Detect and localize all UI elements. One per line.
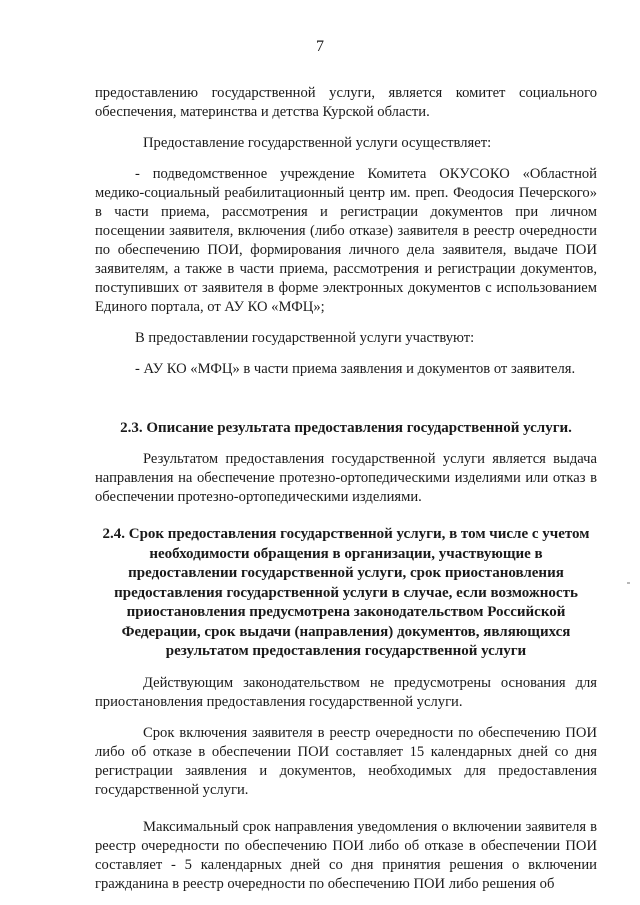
- paragraph-no-suspension: Действующим законодательством не предусмотрены основания для приостановления предоставления государственной услуги.: [95, 674, 597, 710]
- section-heading-2-3: 2.3. Описание результата предоставления государственной услуги.: [120, 420, 572, 436]
- paragraph-service-result: Результатом предоставления государственной услуги является выдача направления на обеспечение протезно-ортопедическими изделиями или отказ в обеспечении протезно-ортопедическими изделиями.: [95, 451, 597, 505]
- section-heading-2-4: 2.4. Срок предоставления государственной услуги, в том числе с учетом необходимости обращения в организации, участвующие в предоставлении государственной услуги, срок приостановления предоставления государственной услуги в случае, если возможность приостановления предусмотрена законодательством Российской Федерации, срок выдачи (направления) документов, являющихся результатом предоставления государственной услуги: [102, 526, 590, 659]
- paragraph-provider-institution: - подведомственное учреждение Комитета ОКУСОКО «Областной медико-социальный реабилитационный центр им. преп. Феодосия Печерского» в части приема, рассмотрения и регистрации документов при личном посещении заявителя, включения (либо отказе) заявителя в реестр очередности по обеспечению ПОИ, формирования личного дела заявителя, выдаче ПОИ заявителям, а также в части приема, рассмотрения и регистрации документов, поступивших от заявителя в форме электронных документов с использованием Единого портала, от АУ КО «МФЦ»;: [95, 166, 597, 315]
- page-number: 7: [316, 38, 324, 55]
- paragraph-inclusion-term: Срок включения заявителя в реестр очередности по обеспечению ПОИ либо об отказе в обеспечении ПОИ составляет 15 календарных дней со дня регистрации заявления и документов, необходимых для предоставления государственной услуги.: [95, 724, 597, 798]
- paragraph-notification-term: Максимальный срок направления уведомления о включении заявителя в реестр очередности по обеспечению ПОИ либо об отказе в обеспечении ПОИ составляет - 5 календарных дней со дня принятия решения о включении гражданина в реестр очередности по обеспечению ПОИ либо решения об: [95, 818, 597, 892]
- paragraph-participants-intro: В предоставлении государственной услуги участвуют:: [135, 330, 475, 346]
- paragraph-participant-mfc: - АУ КО «МФЦ» в части приема заявления и документов от заявителя.: [135, 361, 576, 377]
- scan-artifact: [627, 582, 630, 584]
- paragraph-provider-intro: Предоставление государственной услуги осуществляет:: [143, 135, 492, 151]
- paragraph-responsible-authority: предоставлению государственной услуги, является комитет социального обеспечения, материнства и детства Курской области.: [95, 85, 597, 120]
- document-body: [95, 84, 597, 894]
